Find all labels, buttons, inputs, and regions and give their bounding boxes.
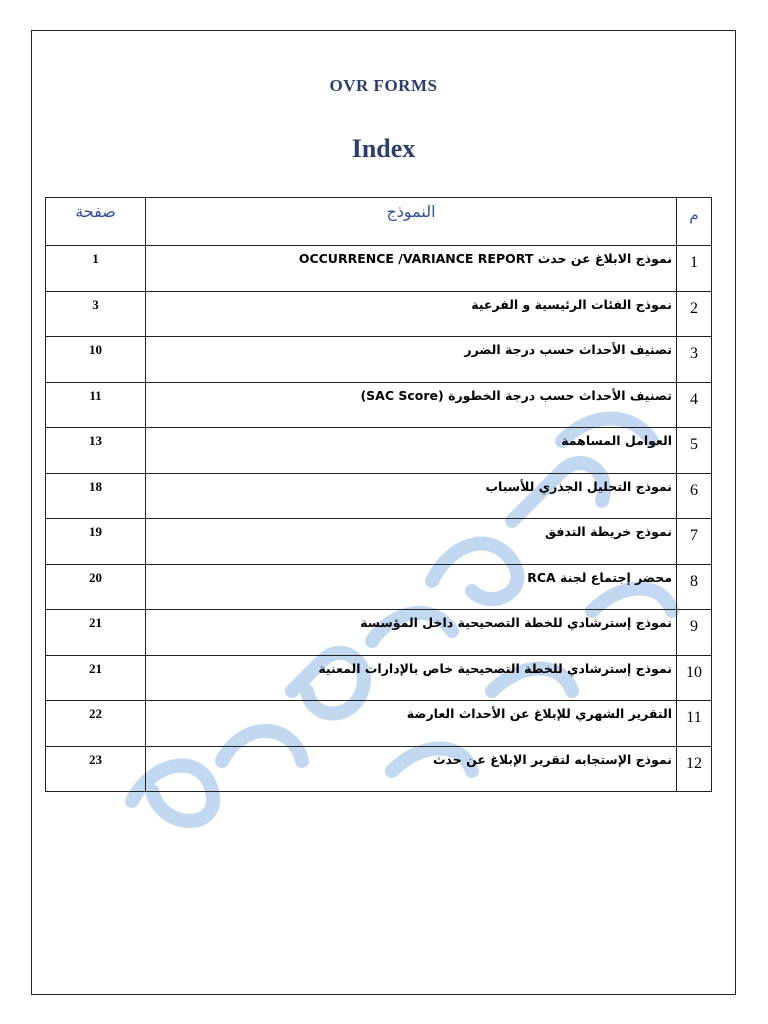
row-page: 11 <box>46 382 146 428</box>
table-row <box>46 746 712 792</box>
row-page: 21 <box>46 610 146 656</box>
row-title: العوامل المساهمة <box>146 428 677 474</box>
table-row <box>46 564 712 610</box>
page-frame <box>31 30 736 995</box>
row-number: 1 <box>677 246 712 292</box>
row-page: 19 <box>46 519 146 565</box>
row-number: 10 <box>677 655 712 701</box>
row-page: 18 <box>46 473 146 519</box>
row-title: نموذج إسترشادي للخطة التصحيحية داخل المؤسسة <box>146 610 677 656</box>
row-number: 4 <box>677 382 712 428</box>
row-title: نموذج إسترشادي للخطة التصحيحية خاص بالإدارات المعنية <box>146 655 677 701</box>
row-number: 8 <box>677 564 712 610</box>
row-page: 21 <box>46 655 146 701</box>
table-row <box>46 519 712 565</box>
row-number: 11 <box>677 701 712 747</box>
table-row <box>46 382 712 428</box>
document-subheading: Index <box>351 134 416 163</box>
document-heading: OVR FORMS <box>329 76 438 95</box>
row-number: 7 <box>677 519 712 565</box>
row-title: تصنيف الأحداث حسب درجة الضرر <box>146 337 677 383</box>
row-title: نموذج خريطة التدفق <box>146 519 677 565</box>
row-page: 3 <box>46 291 146 337</box>
row-number: 2 <box>677 291 712 337</box>
table-row <box>46 428 712 474</box>
row-title: محضر إجتماع لجنة RCA <box>146 564 677 610</box>
row-number: 12 <box>677 746 712 792</box>
row-page: 20 <box>46 564 146 610</box>
table-row <box>46 291 712 337</box>
row-number: 5 <box>677 428 712 474</box>
row-number: 9 <box>677 610 712 656</box>
row-title: نموذج الإستجابه لتقرير الإبلاغ عن حدث <box>146 746 677 792</box>
row-page: 13 <box>46 428 146 474</box>
header-number: م <box>677 198 712 246</box>
row-page: 10 <box>46 337 146 383</box>
index-table <box>45 197 712 792</box>
row-number: 6 <box>677 473 712 519</box>
row-title: نموذج الابلاغ عن حدث OCCURRENCE /VARIANCE REPORT <box>146 246 677 292</box>
header-form: النموذج <box>146 198 677 246</box>
header-page: صفحة <box>46 198 146 246</box>
row-page: 23 <box>46 746 146 792</box>
table-row <box>46 655 712 701</box>
table-row <box>46 610 712 656</box>
row-number: 3 <box>677 337 712 383</box>
row-title: نموذج الفئات الرئيسية و الفرعية <box>146 291 677 337</box>
row-page: 1 <box>46 246 146 292</box>
table-row <box>46 701 712 747</box>
row-title: تصنيف الأحداث حسب درجة الخطورة (SAC Score) <box>146 382 677 428</box>
table-row <box>46 246 712 292</box>
table-header-row <box>46 198 712 246</box>
table-row <box>46 337 712 383</box>
table-row <box>46 473 712 519</box>
row-title: التقرير الشهري للإبلاغ عن الأحداث العارضة <box>146 701 677 747</box>
row-title: نموذج التحليل الجذري للأسباب <box>146 473 677 519</box>
row-page: 22 <box>46 701 146 747</box>
